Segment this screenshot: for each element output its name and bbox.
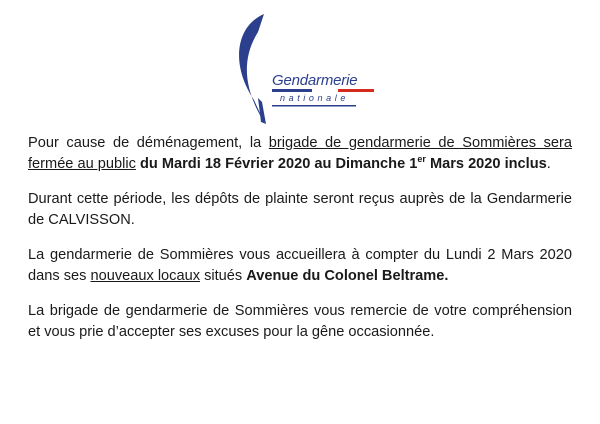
notice-body — [28, 133, 572, 357]
p1-dates — [136, 156, 547, 172]
logo-wordmark: Gendarmerie — [272, 72, 358, 89]
p3-underlined: nouveaux locaux — [90, 268, 201, 284]
paragraph-closure — [28, 133, 572, 175]
logo-subtitle: nationale — [280, 93, 349, 103]
p1-bold-start: du Mardi 18 Février 2020 au Dimanche 1 — [135, 156, 418, 172]
paragraph-thanks: La brigade de gendarmerie de Sommières vous remercie de votre compréhension et vous prie d’accepter ses excuses pour la gêne occasionnée. — [28, 303, 572, 340]
p3-mid: situés — [200, 268, 247, 284]
p1-intro: Pour cause de déménagement, la — [28, 135, 269, 151]
p1-superscript: er — [417, 154, 426, 165]
gendarmerie-logo — [228, 12, 378, 124]
paragraph-new-premises — [28, 245, 572, 287]
p1-underlined: brigade de gendarmerie de Sommières sera fermée au public — [28, 135, 572, 172]
p1-bold-end: Mars 2020 inclus — [425, 156, 547, 172]
gendarmerie-emblem-icon — [228, 12, 378, 124]
p3-intro: La gendarmerie de Sommières vous accueillera à compter du Lundi 2 Mars 2020 dans ses — [28, 247, 572, 284]
p1-end: . — [546, 156, 551, 172]
p3-address: Avenue du Colonel Beltrame. — [246, 268, 449, 284]
paragraph-complaints: Durant cette période, les dépôts de plainte seront reçus auprès de la Gendarmerie de CALVISSON. — [28, 191, 572, 228]
